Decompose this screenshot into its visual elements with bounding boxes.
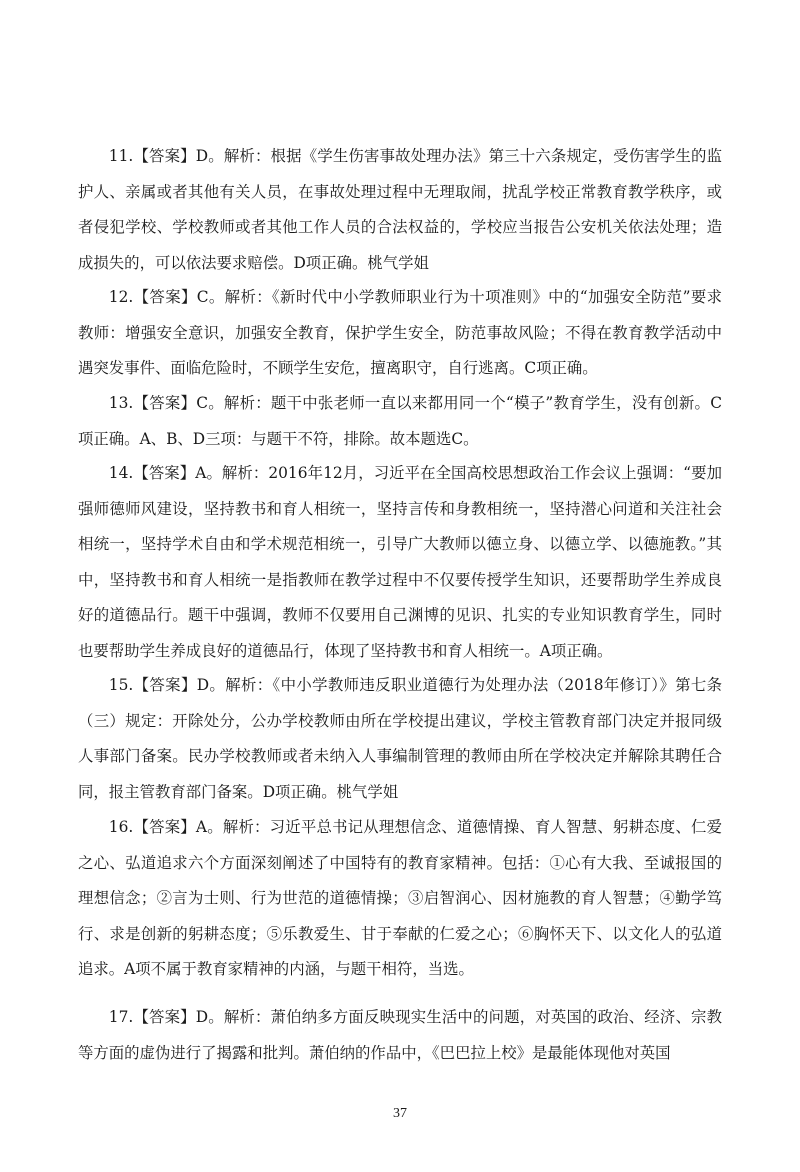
answer-16-paragraph: 16.【答案】A。解析：习近平总书记从理想信念、道德情操、育人智慧、躬耕态度、仁爱之心、弘道追求六个方面深刻阐述了中国特有的教育家精神。包括：①心有大我、至诚报国的理想信念；②言为士则、行为世范的道德情操；③启智润心、因材施教的育人智慧；④勤学笃行、求是创新的躬耕态度；⑤乐教爱生、甘于奉献的仁爱之心；⑥胸怀天下、以文化人的弘道追求。A项不属于教育家精神的内涵，与题干相符，当选。 [78,818,722,978]
answer-17-paragraph: 17.【答案】D。解析：萧伯纳多方面反映现实生活中的问题，对英国的政治、经济、宗教等方面的虚伪进行了揭露和批判。萧伯纳的作品中，《巴巴拉上校》是最能体现他对英国 [78,1008,722,1062]
answer-12-paragraph: 12.【答案】C。解析：《新时代中小学教师职业行为十项准则》中的“加强安全防范”要求教师：增强安全意识，加强安全教育，保护学生安全，防范事故风险；不得在教育教学活动中遇突发事件、面临危险时，不顾学生安危，擅离职守，自行逃离。C项正确。 [78,288,722,377]
page-number: 37 [393,1106,407,1121]
answer-13-paragraph: 13.【答案】C。解析：题干中张老师一直以来都用同一个“模子”教育学生，没有创新。C项正确。A、B、D三项：与题干不符，排除。故本题选C。 [78,394,722,448]
answer-14-paragraph: 14.【答案】A。解析：2016年12月，习近平在全国高校思想政治工作会议上强调：“要加强师德师风建设，坚持教书和育人相统一，坚持言传和身教相统一，坚持潜心问道和关注社会相统一，坚持学术自由和学术规范相统一，引导广大教师以德立身、以德立学、以德施教。”其中，坚持教书和育人相统一是指教师在教学过程中不仅要传授学生知识，还要帮助学生养成良好的道德品行。题干中强调，教师不仅要用自己渊博的见识、扎实的专业知识教育学生，同时也要帮助学生养成良好的道德品行，体现了坚持教书和育人相统一。A项正确。 [78,464,722,660]
answer-15-paragraph: 15.【答案】D。解析：《中小学教师违反职业道德行为处理办法（2018年修订）》第七条（三）规定：开除处分，公办学校教师由所在学校提出建议，学校主管教育部门决定并报同级人事部门备案。民办学校教师或者未纳入人事编制管理的教师由所在学校决定并解除其聘任合同，报主管教育部门备案。D项正确。桃气学姐 [78,676,722,801]
answer-11-paragraph: 11.【答案】D。解析：根据《学生伤害事故处理办法》第三十六条规定，受伤害学生的监护人、亲属或者其他有关人员，在事故处理过程中无理取闹，扰乱学校正常教育教学秩序，或者侵犯学校、学校教师或者其他工作人员的合法权益的，学校应当报告公安机关依法处理；造成损失的，可以依法要求赔偿。D项正确。桃气学姐 [78,147,722,272]
